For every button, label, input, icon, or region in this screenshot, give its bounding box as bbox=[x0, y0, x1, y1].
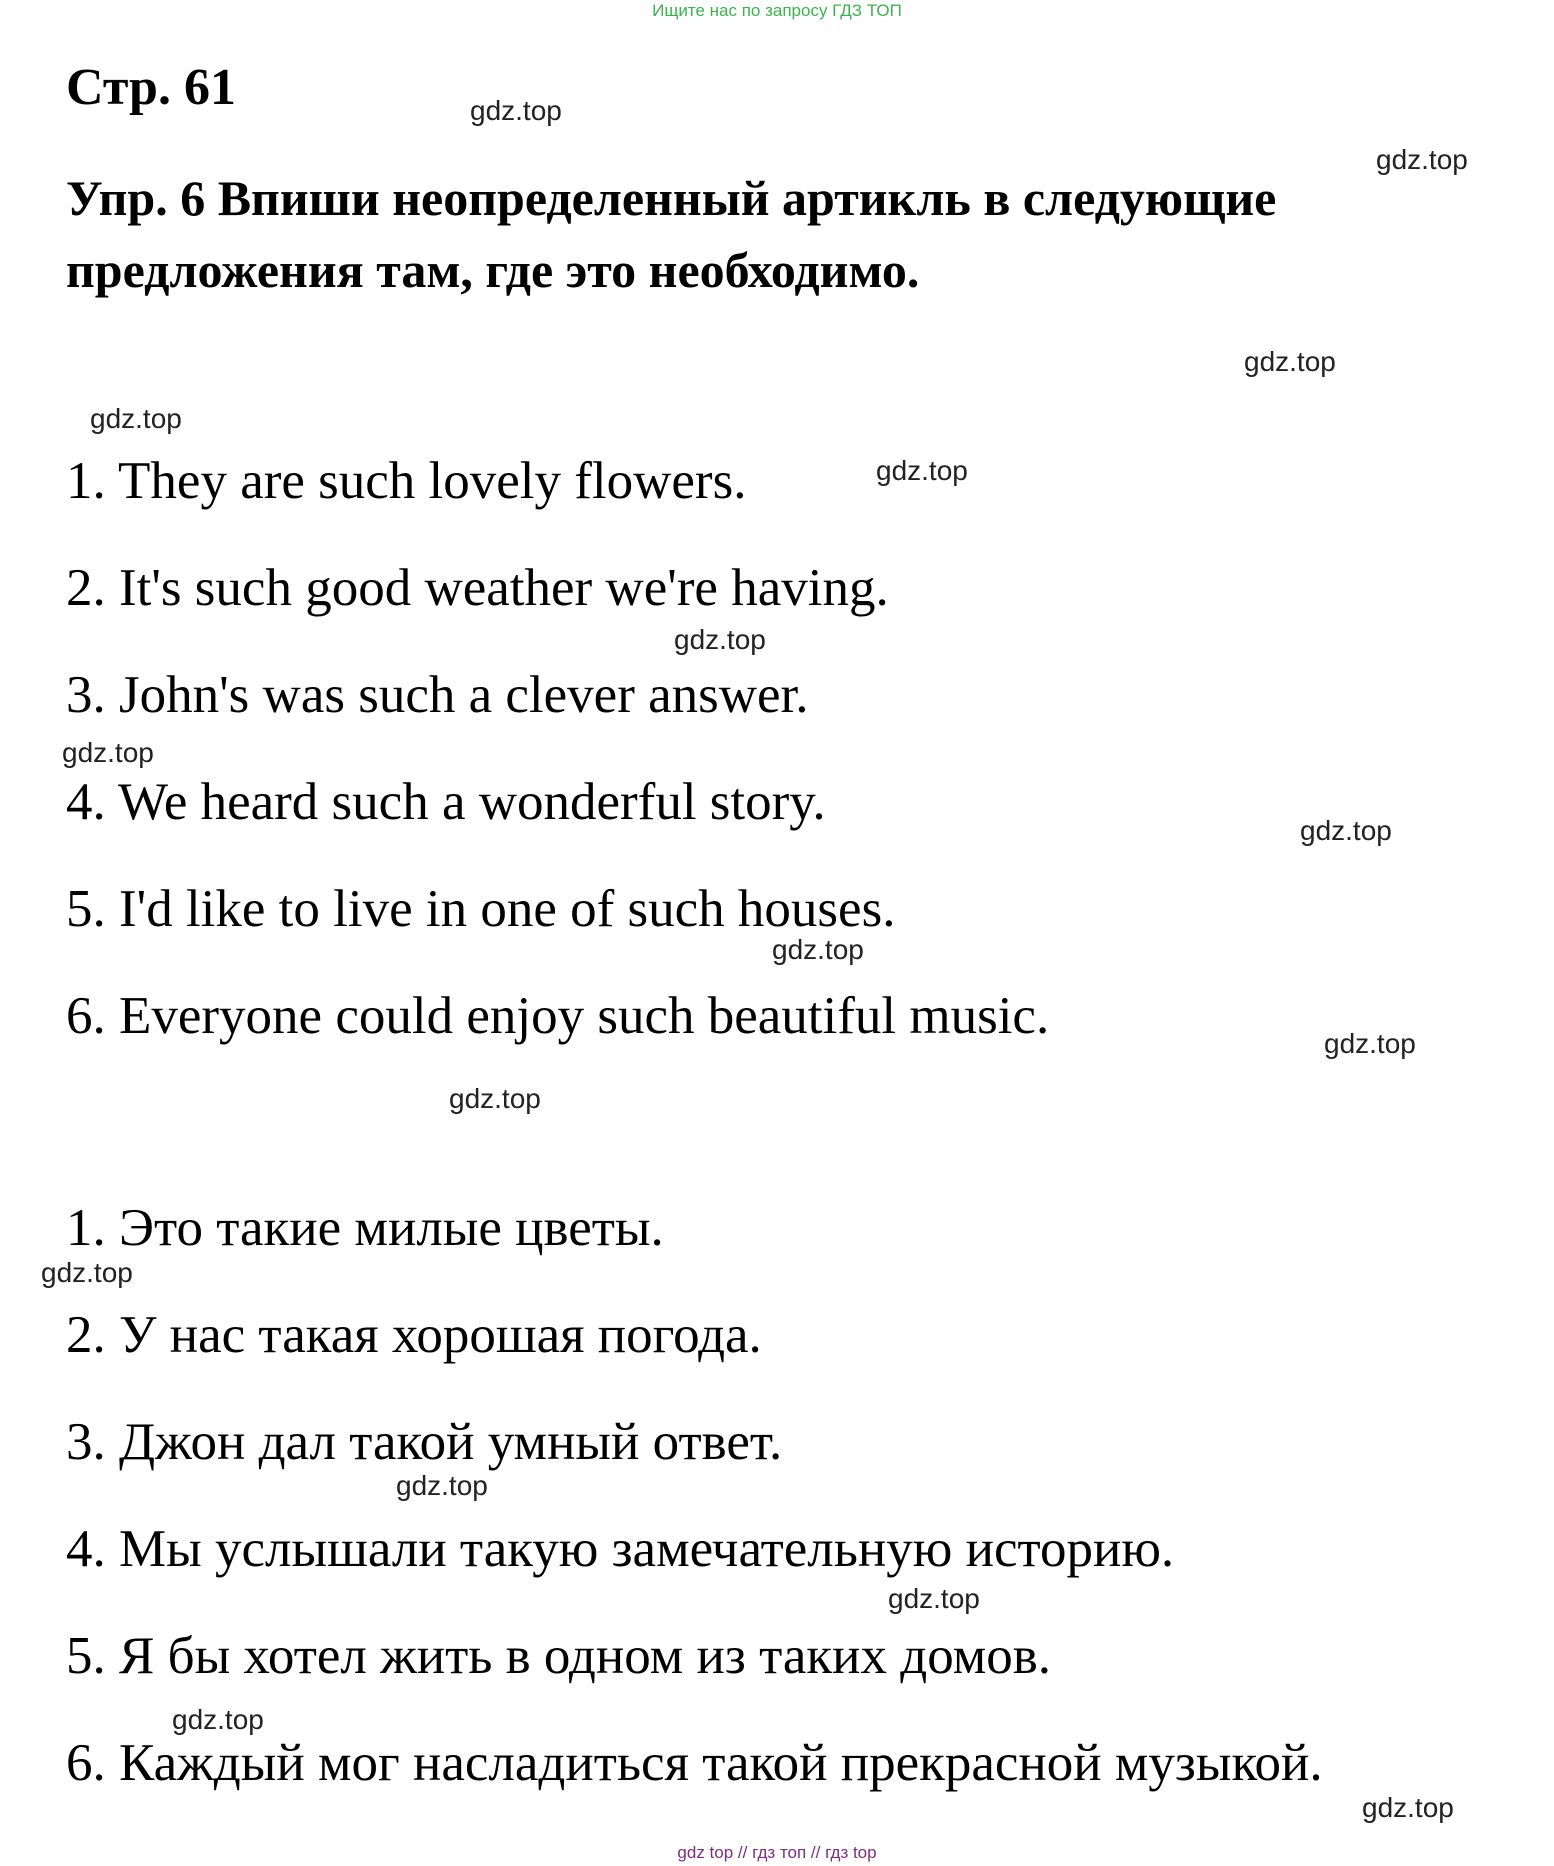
russian-sentence: 2. У нас такая хорошая погода. bbox=[66, 1306, 762, 1364]
russian-sentence: 4. Мы услышали такую замечательную историю. bbox=[66, 1520, 1175, 1578]
watermark: gdz.top bbox=[1244, 346, 1336, 377]
english-sentence: 5. I'd like to live in one of such houses. bbox=[66, 880, 896, 938]
english-sentence: 4. We heard such a wonderful story. bbox=[66, 773, 826, 831]
watermark: gdz.top bbox=[41, 1257, 133, 1288]
watermark: gdz.top bbox=[772, 934, 864, 965]
russian-sentence: 1. Это такие милые цветы. bbox=[66, 1199, 664, 1257]
watermark: gdz.top bbox=[172, 1704, 264, 1735]
footer-links[interactable]: gdz top // гдз топ // гдз top bbox=[677, 1843, 877, 1862]
watermark: gdz.top bbox=[470, 95, 562, 126]
russian-sentence: 3. Джон дал такой умный ответ. bbox=[66, 1413, 783, 1471]
watermark: gdz.top bbox=[1362, 1792, 1454, 1823]
top-banner[interactable]: Ищите нас по запросу ГДЗ ТОП bbox=[652, 1, 902, 20]
russian-sentence: 6. Каждый мог насладиться такой прекрасной музыкой. bbox=[66, 1734, 1323, 1792]
english-sentence: 2. It's such good weather we're having. bbox=[66, 559, 889, 617]
watermark: gdz.top bbox=[888, 1583, 980, 1614]
exercise-heading: Упр. 6 Впиши неопределенный артикль в следующие предложения там, где это необходимо. bbox=[66, 170, 1277, 298]
english-sentence: 6. Everyone could enjoy such beautiful music. bbox=[66, 987, 1050, 1045]
watermark: gdz.top bbox=[62, 737, 154, 768]
watermark: gdz.top bbox=[1300, 815, 1392, 846]
page-title: Стр. 61 bbox=[66, 59, 236, 116]
russian-sentence: 5. Я бы хотел жить в одном из таких домов. bbox=[66, 1627, 1052, 1685]
watermark: gdz.top bbox=[396, 1470, 488, 1501]
english-sentence: 3. John's was such a clever answer. bbox=[66, 666, 809, 724]
watermark: gdz.top bbox=[876, 455, 968, 486]
watermark: gdz.top bbox=[90, 403, 182, 434]
english-sentence: 1. They are such lovely flowers. bbox=[66, 452, 747, 510]
watermark: gdz.top bbox=[1324, 1028, 1416, 1059]
watermark: gdz.top bbox=[674, 624, 766, 655]
watermark: gdz.top bbox=[1376, 144, 1468, 175]
watermark: gdz.top bbox=[449, 1083, 541, 1114]
